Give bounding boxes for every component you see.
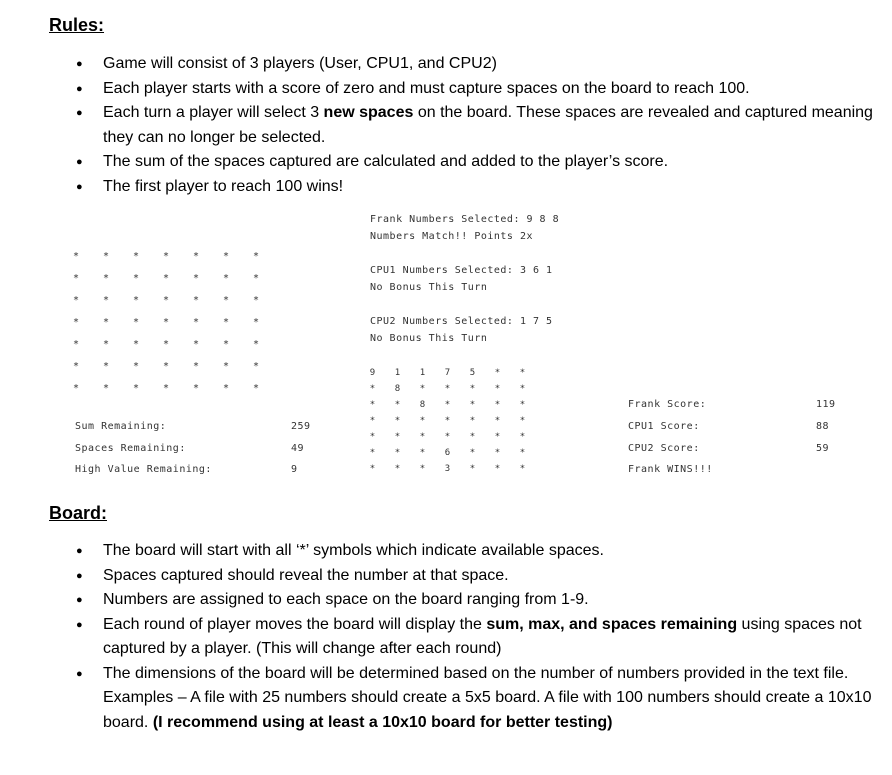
- board-cell: *: [394, 464, 401, 474]
- board-cell: *: [162, 360, 170, 372]
- rules-item-4: ● The sum of the spaces captured are calculated and added to the player’s score.: [0, 150, 873, 175]
- board-item-4-post: using spaces not captured by a player. (This will change after each round): [103, 615, 862, 657]
- board-cell: *: [222, 316, 230, 328]
- board-cell: *: [102, 316, 110, 328]
- board-cell: *: [132, 316, 140, 328]
- board-cell: *: [494, 464, 501, 474]
- board-cell: *: [162, 294, 170, 306]
- board-cell: *: [162, 382, 170, 394]
- cpu1-bonus-text: No Bonus This Turn: [370, 282, 488, 293]
- cpu2-bonus-text: No Bonus This Turn: [370, 333, 488, 344]
- cpu2-score-value: 59: [816, 443, 830, 454]
- board-cell: *: [419, 464, 426, 474]
- rules-item-3-pre: Each turn a player will select 3: [103, 104, 324, 121]
- board-cell: *: [394, 432, 401, 442]
- board-cell: *: [444, 416, 451, 426]
- board-cell: *: [252, 294, 260, 306]
- board-cell: *: [519, 368, 526, 378]
- board-cell: *: [252, 382, 260, 394]
- board-cell: *: [192, 272, 200, 284]
- board-item-4: [0, 613, 873, 662]
- board-cell: *: [519, 400, 526, 410]
- cpu1-score-label: CPU1 Score:: [628, 421, 700, 432]
- board-cell: *: [444, 400, 451, 410]
- board-cell: *: [102, 250, 110, 262]
- board-cell: *: [419, 432, 426, 442]
- board-cell: *: [494, 384, 501, 394]
- high-value-remaining-label: High Value Remaining:: [75, 464, 212, 475]
- board-row: [360, 461, 535, 477]
- board-cell: *: [494, 416, 501, 426]
- board-cell: *: [469, 432, 476, 442]
- board-cell: *: [102, 382, 110, 394]
- board-cell: *: [222, 250, 230, 262]
- board-cell: *: [419, 448, 426, 458]
- board-row: [61, 333, 271, 355]
- board-cell: *: [162, 272, 170, 284]
- board-cell: *: [469, 448, 476, 458]
- board-cell: *: [162, 338, 170, 350]
- board-cell: *: [369, 384, 376, 394]
- board-cell: *: [444, 432, 451, 442]
- frank-score-value: 119: [816, 399, 836, 410]
- sum-remaining-label: Sum Remaining:: [75, 421, 167, 432]
- board-cell: *: [192, 382, 200, 394]
- board-cell: *: [252, 272, 260, 284]
- spaces-remaining-value: 49: [291, 443, 305, 454]
- board-cell: *: [132, 294, 140, 306]
- board-row: [61, 377, 271, 399]
- board-cell: 1: [394, 368, 401, 378]
- board-cell: *: [192, 250, 200, 262]
- board-cell: *: [369, 416, 376, 426]
- board-cell: *: [192, 360, 200, 372]
- board-item-3: ● Numbers are assigned to each space on the board ranging from 1-9.: [0, 588, 873, 613]
- board-cell: *: [132, 272, 140, 284]
- sum-remaining-value: 259: [291, 421, 311, 432]
- board-cell: 7: [444, 368, 451, 378]
- rules-item-3-bold: new spaces: [323, 104, 414, 121]
- cpu1-selected-text: CPU1 Numbers Selected: 3 6 1: [370, 265, 553, 276]
- board-cell: *: [519, 432, 526, 442]
- board-cell: *: [252, 250, 260, 262]
- board-item-2: ● Spaces captured should reveal the number at that space.: [0, 564, 873, 589]
- board-cell: 8: [394, 384, 401, 394]
- board-cell: *: [419, 384, 426, 394]
- board-cell: 1: [419, 368, 426, 378]
- board-cell: *: [469, 400, 476, 410]
- board-cell: *: [72, 382, 80, 394]
- board-cell: *: [72, 316, 80, 328]
- board-cell: *: [252, 338, 260, 350]
- board-row: [61, 267, 271, 289]
- board-item-5: [0, 662, 873, 736]
- board-cell: *: [394, 416, 401, 426]
- board-cell: *: [162, 250, 170, 262]
- board-cell: *: [72, 272, 80, 284]
- winner-text: Frank WINS!!!: [628, 464, 713, 475]
- board-cell: *: [369, 432, 376, 442]
- board-cell: *: [72, 360, 80, 372]
- board-heading: Board:: [49, 503, 107, 523]
- rules-item-3: [0, 101, 873, 150]
- board-cell: *: [394, 448, 401, 458]
- board-cell: *: [72, 294, 80, 306]
- board-cell: *: [132, 382, 140, 394]
- revealed-board-grid: [360, 365, 535, 477]
- board-item-4-bold: sum, max, and spaces remaining: [486, 615, 738, 633]
- board-item-4-pre: Each round of player moves the board will display the: [103, 615, 487, 633]
- board-cell: *: [369, 448, 376, 458]
- board-cell: *: [102, 294, 110, 306]
- board-row: [360, 445, 535, 461]
- board-row: [360, 365, 535, 381]
- initial-board-grid: [61, 245, 271, 399]
- frank-score-label: Frank Score:: [628, 399, 707, 410]
- board-cell: *: [494, 448, 501, 458]
- board-list: [0, 539, 873, 735]
- rules-item-3-post: on the board. These spaces are revealed and captured meaning they can no longer be selected.: [103, 104, 873, 146]
- board-cell: *: [132, 338, 140, 350]
- spaces-remaining-label: Spaces Remaining:: [75, 443, 186, 454]
- cpu2-selected-text: CPU2 Numbers Selected: 1 7 5: [370, 316, 553, 327]
- board-row: [61, 245, 271, 267]
- board-cell: *: [192, 294, 200, 306]
- board-cell: *: [72, 338, 80, 350]
- board-cell: *: [519, 448, 526, 458]
- board-cell: *: [102, 360, 110, 372]
- board-cell: *: [469, 416, 476, 426]
- board-cell: *: [519, 384, 526, 394]
- board-cell: *: [222, 360, 230, 372]
- board-cell: *: [102, 338, 110, 350]
- cpu2-score-label: CPU2 Score:: [628, 443, 700, 454]
- rules-item-1: ● Game will consist of 3 players (User, CPU1, and CPU2): [0, 52, 873, 77]
- board-cell: *: [369, 464, 376, 474]
- board-cell: 9: [369, 368, 376, 378]
- board-cell: 6: [444, 448, 451, 458]
- board-cell: *: [494, 400, 501, 410]
- board-cell: *: [222, 382, 230, 394]
- board-cell: 5: [469, 368, 476, 378]
- board-row: [61, 355, 271, 377]
- rules-item-5: ● The first player to reach 100 wins!: [0, 175, 873, 200]
- board-row: [360, 413, 535, 429]
- board-cell: *: [369, 400, 376, 410]
- board-cell: *: [394, 400, 401, 410]
- board-row: [360, 429, 535, 445]
- board-cell: 3: [444, 464, 451, 474]
- board-item-1: ● The board will start with all ‘*’ symbols which indicate available spaces.: [0, 539, 873, 564]
- board-cell: *: [132, 360, 140, 372]
- board-cell: *: [222, 338, 230, 350]
- board-cell: *: [419, 416, 426, 426]
- board-cell: *: [444, 384, 451, 394]
- board-cell: *: [252, 360, 260, 372]
- board-cell: *: [252, 316, 260, 328]
- board-row: [360, 397, 535, 413]
- board-cell: *: [519, 416, 526, 426]
- board-cell: *: [494, 432, 501, 442]
- high-value-remaining-value: 9: [291, 464, 298, 475]
- board-cell: *: [192, 338, 200, 350]
- frank-bonus-text: Numbers Match!! Points 2x: [370, 231, 534, 242]
- board-cell: *: [222, 272, 230, 284]
- board-cell: *: [494, 368, 501, 378]
- board-cell: *: [519, 464, 526, 474]
- board-cell: *: [222, 294, 230, 306]
- board-row: [61, 311, 271, 333]
- rules-item-2: ● Each player starts with a score of zero and must capture spaces on the board to reach 100.: [0, 77, 873, 102]
- board-cell: *: [192, 316, 200, 328]
- board-cell: 8: [419, 400, 426, 410]
- rules-list: [0, 52, 873, 199]
- board-cell: *: [72, 250, 80, 262]
- rules-heading: Rules:: [49, 15, 105, 35]
- board-cell: *: [469, 384, 476, 394]
- cpu1-score-value: 88: [816, 421, 830, 432]
- board-item-5-pre: The dimensions of the board will be determined based on the number of numbers provided in the text file. Examples – A file with 25 numbers should create a 5x5 board. A file with 100 numbers should create a 10x10 board.: [103, 664, 872, 731]
- board-cell: *: [102, 272, 110, 284]
- board-cell: *: [132, 250, 140, 262]
- board-item-5-bold: (I recommend using at least a 10x10 board for better testing): [152, 713, 613, 731]
- frank-selected-text: Frank Numbers Selected: 9 8 8: [370, 214, 560, 225]
- board-row: [360, 381, 535, 397]
- board-cell: *: [162, 316, 170, 328]
- board-row: [61, 289, 271, 311]
- board-cell: *: [469, 464, 476, 474]
